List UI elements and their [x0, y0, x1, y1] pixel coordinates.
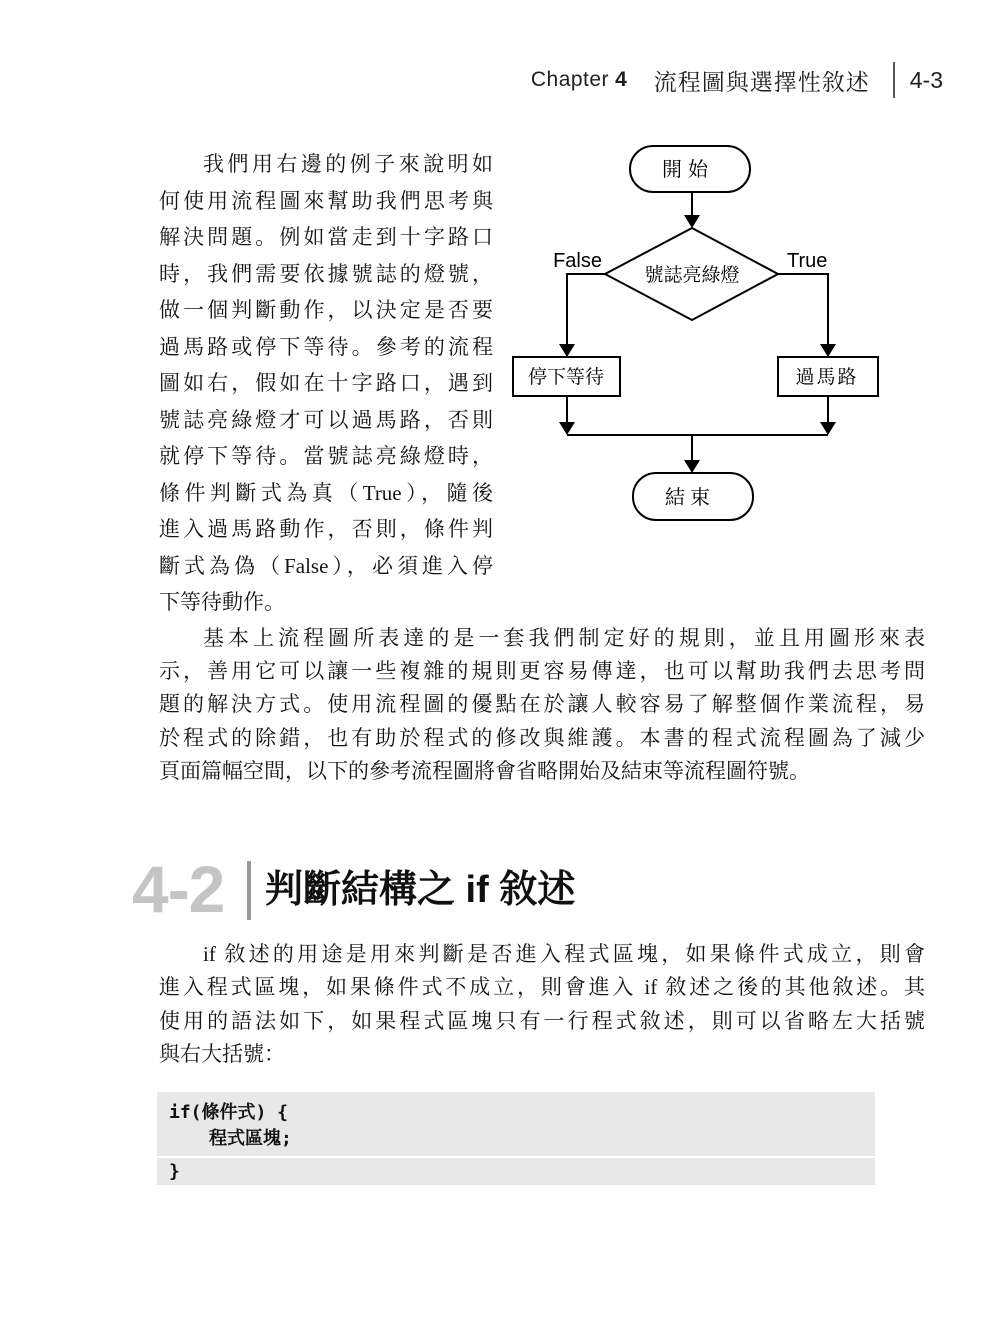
text-line: 解決問題。例如當走到十字路口 [159, 225, 493, 249]
if-paragraph [159, 938, 925, 1072]
code-line: if(條件式) { [169, 1102, 289, 1123]
decision-label: 號誌亮綠燈 [644, 265, 740, 286]
text-line: 條件判斷式為真（True），隨後 [159, 480, 493, 505]
chapter-number: 4 [615, 68, 627, 91]
section-heading-bar [247, 861, 251, 920]
chapter-title: 流程圖與選擇性敘述 [653, 68, 870, 95]
cross-road-label: 過馬路 [795, 367, 859, 388]
intro-paragraph [159, 146, 493, 621]
code-block-bottom [157, 1158, 875, 1185]
false-branch-label: False [553, 250, 602, 272]
text-line: 進入程式區塊，如果條件式不成立，則會進入 if 敘述之後的其他敘述。其 [159, 975, 925, 1000]
flowchart-diagram [490, 138, 960, 530]
text-line: 時，我們需要依據號誌的燈號， [159, 261, 493, 286]
text-line: 使用的語法如下，如果程式區塊只有一行程式敘述，則可以省略左大括號 [159, 1008, 925, 1033]
text-line: 題的解決方式。使用流程圖的優點在於讓人較容易了解整個作業流程，易 [159, 692, 925, 717]
summary-paragraph [159, 622, 925, 788]
section-title: 判斷結構之 if 敘述 [265, 869, 576, 911]
text-line: 做一個判斷動作，以決定是否要 [159, 298, 493, 322]
text-line: 斷式為偽（False），必須進入停 [159, 553, 493, 578]
start-label: 開始 [662, 159, 714, 181]
text-line: 何使用流程圖來幫助我們思考與 [159, 188, 493, 213]
code-line: 程式區塊; [209, 1128, 292, 1149]
text-line: if 敘述的用途是用來判斷是否進入程式區塊，如果條件式成立，則會 [203, 942, 925, 966]
true-branch-label: True [787, 250, 828, 272]
text-line: 頁面篇幅空間，以下的參考流程圖將會省略開始及結束等流程圖符號。 [159, 758, 810, 783]
text-line: 過馬路或停下等待。參考的流程 [159, 334, 493, 359]
text-line: 下等待動作。 [159, 590, 285, 614]
section-number: 4-2 [132, 852, 225, 926]
code-line: } [169, 1161, 180, 1182]
page-header [531, 62, 943, 98]
text-line: 與右大括號： [159, 1042, 285, 1067]
header-divider [893, 62, 895, 98]
page-number: 4-3 [909, 66, 943, 93]
code-block-top [157, 1092, 875, 1156]
text-line: 圖如右，假如在十字路口，遇到 [159, 371, 493, 395]
text-line: 我們用右邊的例子來說明如 [203, 152, 493, 176]
text-line: 於程式的除錯，也有助於程式的修改與維護。本書的程式流程圖為了減少 [159, 725, 925, 750]
end-label: 結束 [665, 487, 715, 509]
text-line: 進入過馬路動作，否則，條件判 [159, 517, 493, 541]
stop-wait-label: 停下等待 [527, 367, 605, 388]
text-line: 號誌亮綠燈才可以過馬路，否則 [159, 407, 493, 432]
text-line: 示，善用它可以讓一些複雜的規則更容易傳達，也可以幫助我們去思考問 [159, 659, 925, 684]
code-block [157, 1092, 875, 1185]
chapter-label: Chapter [530, 68, 610, 91]
text-line: 基本上流程圖所表達的是一套我們制定好的規則，並且用圖形來表 [203, 626, 925, 650]
text-line: 就停下等待。當號誌亮綠燈時， [159, 444, 493, 468]
